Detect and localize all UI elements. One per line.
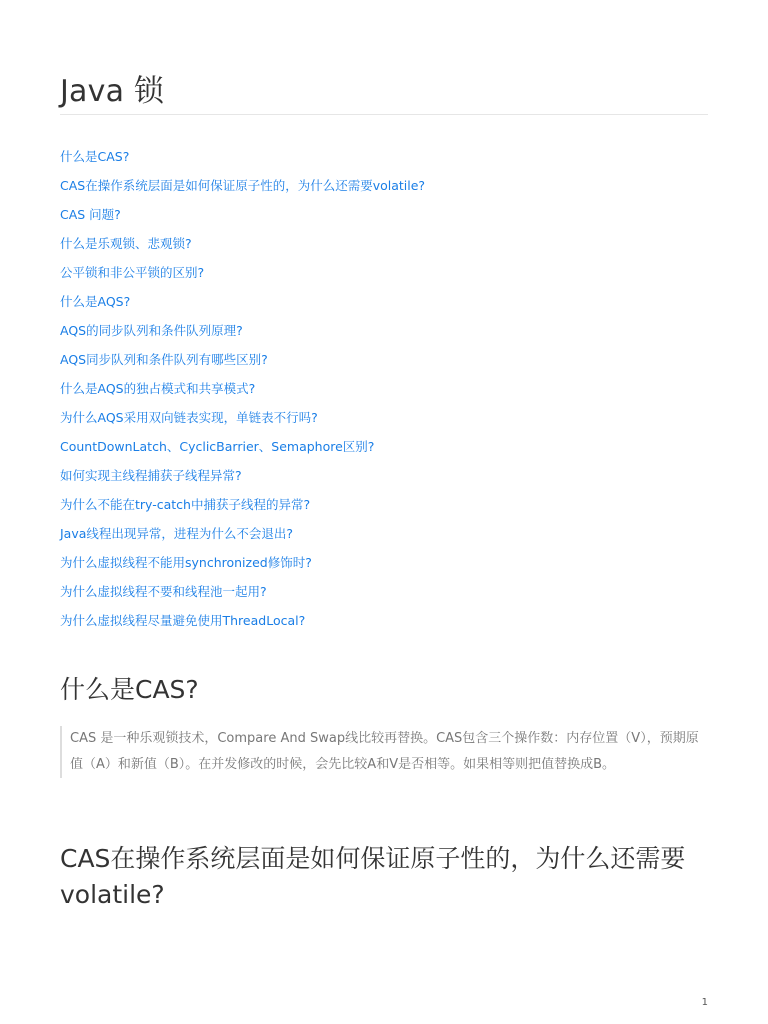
document-title: Java 锁 <box>60 74 165 109</box>
toc-link-virtual-thread-synchronized[interactable]: 为什么虚拟线程不能用synchronized修饰时? <box>60 555 312 570</box>
toc-item <box>60 146 425 175</box>
toc-item <box>60 610 425 639</box>
toc-link-virtual-thread-pool[interactable]: 为什么虚拟线程不要和线程池一起用? <box>60 584 267 599</box>
toc-item <box>60 552 425 581</box>
section-heading-cas-atomicity: CAS在操作系统层面是如何保证原子性的，为什么还需要volatile? <box>60 844 686 909</box>
toc-item <box>60 291 425 320</box>
toc-item <box>60 378 425 407</box>
toc-item <box>60 320 425 349</box>
toc-item <box>60 494 425 523</box>
toc-link-virtual-thread-threadlocal[interactable]: 为什么虚拟线程尽量避免使用ThreadLocal? <box>60 613 306 628</box>
toc-link-fair-unfair-lock[interactable]: 公平锁和非公平锁的区别? <box>60 265 205 280</box>
toc-link-cas-problems[interactable]: CAS 问题? <box>60 207 121 222</box>
toc-item <box>60 523 425 552</box>
toc-link-aqs[interactable]: 什么是AQS? <box>60 294 131 309</box>
toc-link-aqs-queue-differences[interactable]: AQS同步队列和条件队列有哪些区别? <box>60 352 268 367</box>
section-heading-cas: 什么是CAS? <box>60 675 199 704</box>
toc-item <box>60 204 425 233</box>
toc-item <box>60 233 425 262</box>
toc-link-sync-tools[interactable]: CountDownLatch、CyclicBarrier、Semaphore区别? <box>60 439 375 454</box>
toc-link-optimistic-pessimistic-lock[interactable]: 什么是乐观锁、悲观锁? <box>60 236 192 251</box>
toc-link-cas-atomicity[interactable]: CAS在操作系统层面是如何保证原子性的，为什么还需要volatile? <box>60 178 426 193</box>
toc-item <box>60 349 425 378</box>
cas-definition-text: CAS 是一种乐观锁技术，Compare And Swap线比较再替换。CAS包含三个操作数：内存位置（V），预期原值（A）和新值（B）。在并发修改的时候，会先比较A和V是否相等。如果相等则把值替换成B。 <box>70 731 699 772</box>
cas-definition-quote <box>60 726 708 778</box>
toc-link-aqs-modes[interactable]: 什么是AQS的独占模式和共享模式? <box>60 381 256 396</box>
table-of-contents <box>60 146 425 639</box>
toc-item <box>60 465 425 494</box>
toc-item <box>60 175 425 204</box>
toc-link-try-catch-child[interactable]: 为什么不能在try-catch中捕获子线程的异常? <box>60 497 311 512</box>
toc-item <box>60 581 425 610</box>
toc-link-aqs-linked-list[interactable]: 为什么AQS采用双向链表实现，单链表不行吗? <box>60 410 318 425</box>
title-divider <box>60 114 708 115</box>
toc-link-catch-child-exception[interactable]: 如何实现主线程捕获子线程异常? <box>60 468 242 483</box>
toc-item <box>60 407 425 436</box>
toc-link-aqs-queues[interactable]: AQS的同步队列和条件队列原理? <box>60 323 243 338</box>
toc-item <box>60 262 425 291</box>
toc-item <box>60 436 425 465</box>
toc-link-cas[interactable]: 什么是CAS? <box>60 149 130 164</box>
toc-link-thread-exception-process[interactable]: Java线程出现异常，进程为什么不会退出? <box>60 526 294 541</box>
page-number: 1 <box>701 997 708 1008</box>
